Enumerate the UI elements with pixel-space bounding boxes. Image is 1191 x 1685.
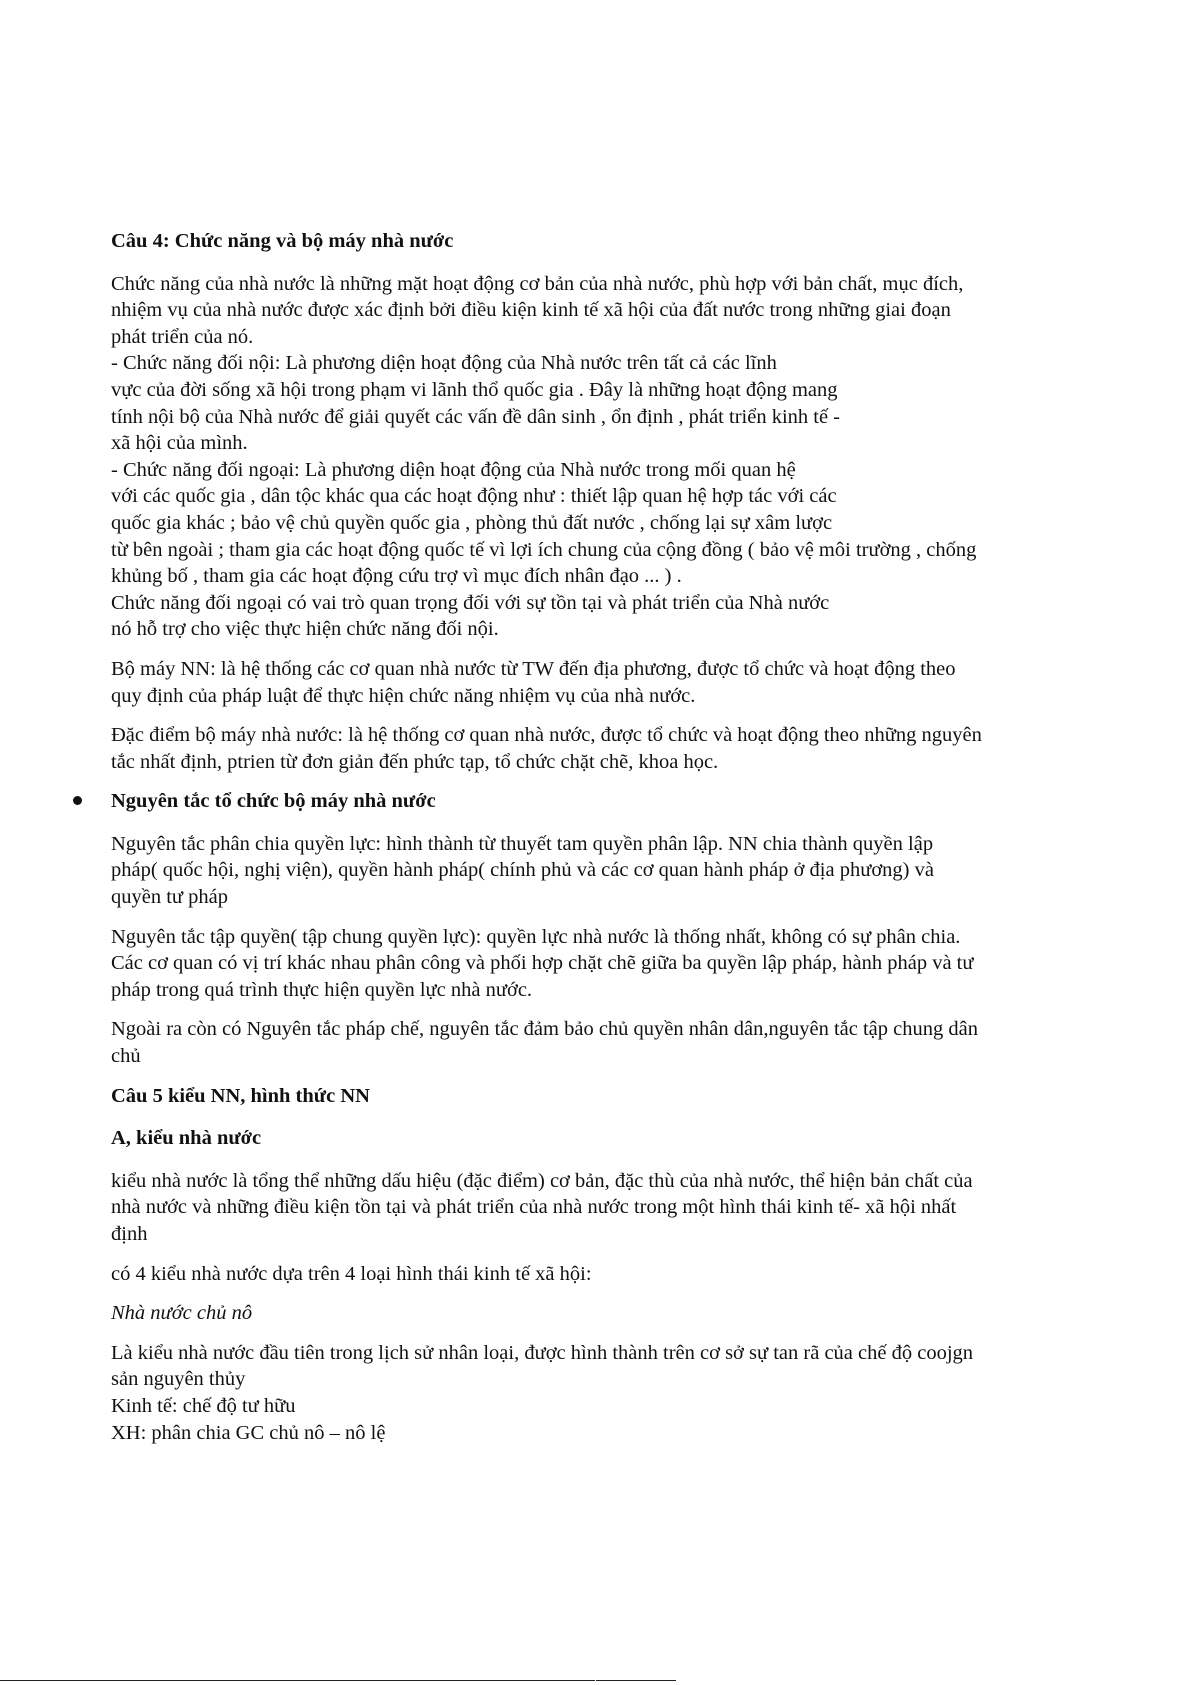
principles-heading: Nguyên tắc tổ chức bộ máy nhà nước (111, 790, 436, 813)
text-line: Đặc điểm bộ máy nhà nước: là hệ thống cơ quan nhà nước, được tổ chức và hoạt động theo những nguyên (111, 724, 982, 747)
separation-paragraph (111, 831, 1111, 911)
text-line: Nguyên tắc phân chia quyền lực: hình thành từ thuyết tam quyền phân lập. NN chia thành quyền lập (111, 832, 934, 855)
text-line: khủng bố , tham gia các hoạt động cứu trợ vì mục đích nhân đạo ... ) . (111, 565, 682, 588)
bullet-dot-icon (73, 796, 82, 805)
text-line: Ngoài ra còn có Nguyên tắc pháp chế, nguyên tắc đảm bảo chủ quyền nhân dân,nguyên tắc tập chung dân (111, 1018, 978, 1041)
text-line: vực của đời sống xã hội trong phạm vi lãnh thổ quốc gia . Đây là những hoạt động mang (111, 378, 838, 401)
text-line: nó hỗ trợ cho việc thực hiện chức năng đối nội. (111, 618, 499, 641)
text-line: Kinh tế: chế độ tư hữu (111, 1394, 296, 1417)
slave-state-title: Nhà nước chủ nô (111, 1302, 253, 1325)
text-line: Các cơ quan có vị trí khác nhau phân công và phối hợp chặt chẽ giữa ba quyền lập pháp, hành pháp và tư (111, 952, 974, 975)
text-line: nhà nước và những điều kiện tồn tại và phát triển của nhà nước trong một hình thái kinh tế- xã hội nhất (111, 1196, 957, 1219)
text-line: chủ (111, 1045, 141, 1068)
text-line: với các quốc gia , dân tộc khác qua các hoạt động như : thiết lập quan hệ hợp tác với các (111, 485, 837, 508)
functions-paragraph (111, 271, 1111, 643)
section-a-title: A, kiểu nhà nước (111, 1127, 262, 1150)
text-line: - Chức năng đối nội: Là phương diện hoạt động của Nhà nước trên tất cả các lĩnh (111, 352, 777, 375)
question-5-title: Câu 5 kiểu NN, hình thức NN (111, 1084, 370, 1107)
question-4-title: Câu 4: Chức năng và bộ máy nhà nước (111, 230, 454, 252)
four-types-line: có 4 kiểu nhà nước dựa trên 4 loại hình thái kinh tế xã hội: (111, 1262, 592, 1285)
text-line: pháp trong quá trình thực hiện quyền lực nhà nước. (111, 978, 533, 1001)
text-line: quyền tư pháp (111, 886, 229, 909)
text-line: quy định của pháp luật để thực hiện chức năng nhiệm vụ của nhà nước. (111, 684, 696, 707)
centralization-paragraph (111, 924, 1111, 1004)
text-line: Chức năng của nhà nước là những mặt hoạt động cơ bản của nhà nước, phù hợp với bản chất, mục đích, (111, 272, 964, 295)
other-principles-paragraph (111, 1016, 1111, 1069)
page-bottom-rule-segment (596, 1680, 676, 1681)
text-line: nhiệm vụ của nhà nước được xác định bởi điều kiện kinh tế xã hội của đất nước trong những giai đoạn (111, 299, 951, 322)
text-line: xã hội của mình. (111, 432, 248, 455)
text-line: pháp( quốc hội, nghị viện), quyền hành pháp( chính phủ và các cơ quan hành pháp ở địa phương) và (111, 859, 934, 882)
text-line: phát triển của nó. (111, 325, 254, 348)
text-line: quốc gia khác ; bảo vệ chủ quyền quốc gia , phòng thủ đất nước , chống lại sự xâm lược (111, 511, 833, 534)
features-paragraph (111, 722, 1111, 775)
text-line: sản nguyên thủy (111, 1368, 246, 1391)
text-line: Nguyên tắc tập quyền( tập chung quyền lực): quyền lực nhà nước là thống nhất, không có sự phân chia. (111, 925, 961, 948)
text-line: tắc nhất định, ptrien từ đơn giản đến phức tạp, tổ chức chặt chẽ, khoa học. (111, 750, 719, 773)
apparatus-paragraph (111, 656, 1111, 709)
document-page (111, 228, 1111, 1459)
state-type-definition (111, 1168, 1111, 1248)
text-line: XH: phân chia GC chủ nô – nô lệ (111, 1421, 386, 1444)
text-line: Là kiểu nhà nước đầu tiên trong lịch sử nhân loại, được hình thành trên cơ sở sự tan rã của chế độ coojgn (111, 1341, 974, 1364)
text-line: tính nội bộ của Nhà nước để giải quyết các vấn đề dân sinh , ổn định , phát triển kinh tế - (111, 405, 841, 428)
text-line: Chức năng đối ngoại có vai trò quan trọng đối với sự tồn tại và phát triển của Nhà nước (111, 591, 830, 614)
principles-bullet (111, 788, 1111, 815)
page-bottom-rule (0, 1680, 595, 1681)
text-line: định (111, 1223, 148, 1245)
slave-state-paragraph (111, 1340, 1111, 1446)
text-line: Bộ máy NN: là hệ thống các cơ quan nhà nước từ TW đến địa phương, được tổ chức và hoạt động theo (111, 657, 956, 680)
text-line: từ bên ngoài ; tham gia các hoạt động quốc tế vì lợi ích chung của cộng đồng ( bảo vệ môi trường , chống (111, 538, 977, 561)
text-line: - Chức năng đối ngoại: Là phương diện hoạt động của Nhà nước trong mối quan hệ (111, 458, 796, 481)
text-line: kiểu nhà nước là tổng thể những dấu hiệu (đặc điểm) cơ bản, đặc thù của nhà nước, thể hiện bản chất của (111, 1169, 973, 1192)
